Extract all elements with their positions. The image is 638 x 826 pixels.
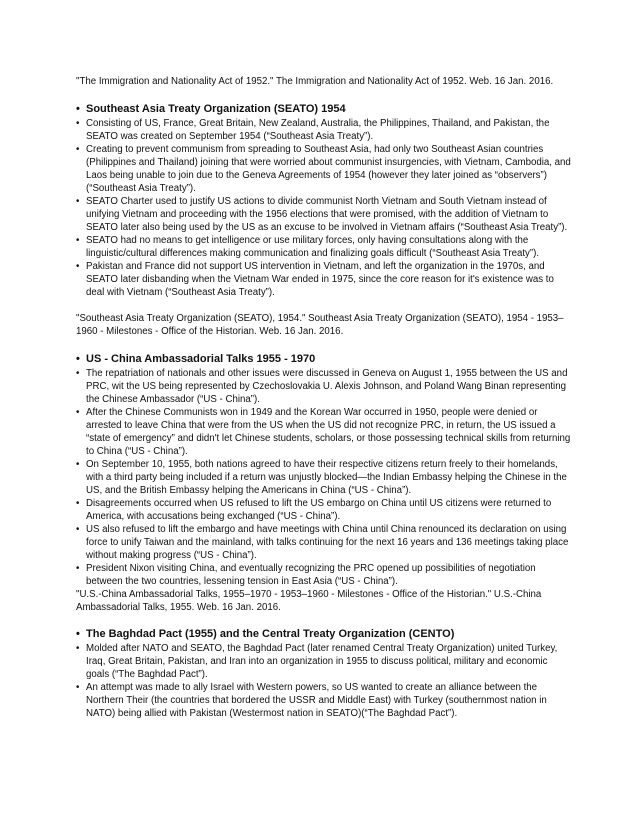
bullet-icon: • — [76, 196, 80, 207]
section-baghdad-pact — [76, 627, 572, 720]
list-item — [76, 458, 572, 497]
list-item-text: On September 10, 1955, both nations agreed to have their respective citizens return freely to their homelands, with a third party being included if a return was unjustly blocked—the Indian Embassy helping the Chinese in the US, and the British Embassy helping the Americans in China (“US - China”). — [86, 459, 567, 496]
list-item-text: SEATO had no means to get intelligence or use military forces, only having consultations along with the linguistic/cultural differences making communication and finalizing goals difficult (“Southeast Asia Treaty”). — [86, 235, 540, 259]
bullet-icon: • — [76, 235, 80, 246]
list-item-text: Molded after NATO and SEATO, the Baghdad Pact (later renamed Central Treaty Organization) united Turkey, Iraq, Great Britain, Pakistan, and Iran into an organization in 1955 to discuss political, military and economic goals (“The Baghdad Pact”). — [86, 643, 558, 680]
list-item-text: The repatriation of nationals and other issues were discussed in Geneva on August 1, 1955 between the US and PRC, wit the US being represented by Czechoslovakia U. Alexis Johnson, and Poland Wang Binan representing the Chinese Ambassador (“US - China”). — [86, 368, 568, 405]
bullet-icon: • — [76, 682, 80, 693]
section-title: The Baghdad Pact (1955) and the Central Treaty Organization (CENTO) — [86, 628, 455, 640]
list-item-text: SEATO Charter used to justify US actions to divide communist North Vietnam and South Vietnam instead of unifying Vietnam and proceeding with the 1956 elections that were promised, with the addition of Vietnam to SEATO later also being used by the US as an excuse to be involved in Vietnam affairs (“Southeast Asia Treaty”). — [86, 196, 568, 233]
section-title: Southeast Asia Treaty Organization (SEATO) 1954 — [86, 103, 346, 115]
bullet-icon: • — [76, 628, 80, 640]
bullet-icon: • — [76, 261, 80, 272]
list-item — [76, 143, 572, 195]
bullet-icon: • — [76, 353, 80, 365]
section-heading — [76, 102, 572, 116]
bullet-icon: • — [76, 459, 80, 470]
bullet-list — [76, 117, 572, 299]
list-item-text: Creating to prevent communism from spreading to Southeast Asia, had only two Southeast Asian countries (Philippines and Thailand) joining that were worried about communist insurgencies, with Vietnam, Cambodia, and Laos being unable to join due to the Geneva Agreements of 1954 (however they later joined as “observers”) (“Southeast Asia Treaty”). — [86, 144, 571, 194]
section-us-china-talks — [76, 352, 572, 588]
section-seato — [76, 102, 572, 299]
list-item-text: Disagreements occurred when US refused to lift the US embargo on China until US citizens were returned to America, with accusations being exchanged (“US - China”). — [86, 498, 552, 522]
bullet-icon: • — [76, 118, 80, 129]
citation-seato: "Southeast Asia Treaty Organization (SEATO), 1954." Southeast Asia Treaty Organization (SEATO), 1954 - 1953–1960 - Milestones - Office of the Historian. Web. 16 Jan. 2016. — [76, 313, 564, 337]
bullet-icon: • — [76, 368, 80, 379]
document-content — [76, 75, 572, 720]
bullet-list — [76, 367, 572, 588]
bullet-list — [76, 642, 572, 720]
list-item-text: Pakistan and France did not support US intervention in Vietnam, and left the organization in the 1970s, and SEATO later disbanding when the Vietnam War ended in 1975, since the core reason for it's existence was to deal with Vietnam (“Southeast Asia Treaty”). — [86, 261, 554, 298]
section-heading — [76, 352, 572, 366]
list-item — [76, 523, 572, 562]
bullet-icon: • — [76, 498, 80, 509]
list-item-text: Consisting of US, France, Great Britain, New Zealand, Australia, the Philippines, Thailand, and Pakistan, the SEATO was created on September 1954 (“Southeast Asia Treaty”). — [86, 118, 550, 142]
list-item — [76, 497, 572, 523]
list-item — [76, 195, 572, 234]
citation-us-china: "U.S.-China Ambassadorial Talks, 1955–1970 - 1953–1960 - Milestones - Office of the Historian." U.S.-China Ambassadorial Talks, 1955. Web. 16 Jan. 2016. — [76, 589, 542, 613]
list-item-text: After the Chinese Communists won in 1949 and the Korean War occurred in 1950, people were denied or arrested to leave China that were from the US when the US did not recognize PRC, in return, the US issued a “state of emergency” and didn't let Chinese students, scholars, or those possessing technical skills from returning to China (“US - China”). — [86, 407, 571, 457]
list-item-text: An attempt was made to ally Israel with Western powers, so US wanted to create an alliance between the Northern Their (the countries that bordered the USSR and Middle East) with Turkey (southernmost nation in NATO) being allied with Pakistan (Westermost nation in SEATO)(“The Baghdad Pact”). — [86, 682, 547, 719]
list-item — [76, 406, 572, 458]
list-item — [76, 234, 572, 260]
list-item — [76, 642, 572, 681]
list-item-text: President Nixon visiting China, and eventually recognizing the PRC opened up possibilities of negotiation between the two countries, lessening tension in East Asia (“US - China”). — [86, 563, 536, 587]
list-item — [76, 260, 572, 299]
bullet-icon: • — [76, 643, 80, 654]
bullet-icon: • — [76, 144, 80, 155]
list-item — [76, 117, 572, 143]
section-title: US - China Ambassadorial Talks 1955 - 1970 — [86, 353, 316, 365]
list-item — [76, 562, 572, 588]
list-item — [76, 367, 572, 406]
bullet-icon: • — [76, 103, 80, 115]
bullet-icon: • — [76, 524, 80, 535]
bullet-icon: • — [76, 407, 80, 418]
bullet-icon: • — [76, 563, 80, 574]
list-item-text: US also refused to lift the embargo and have meetings with China until China renounced its declaration on using force to unify Taiwan and the mainland, with talks continuing for the next 16 years and 136 meetings taking place without making progress (“US - China”). — [86, 524, 569, 561]
list-item — [76, 681, 572, 720]
citation-immigration-act: "The Immigration and Nationality Act of 1952." The Immigration and Nationality Act of 1952. Web. 16 Jan. 2016. — [76, 76, 554, 87]
section-heading — [76, 627, 572, 641]
